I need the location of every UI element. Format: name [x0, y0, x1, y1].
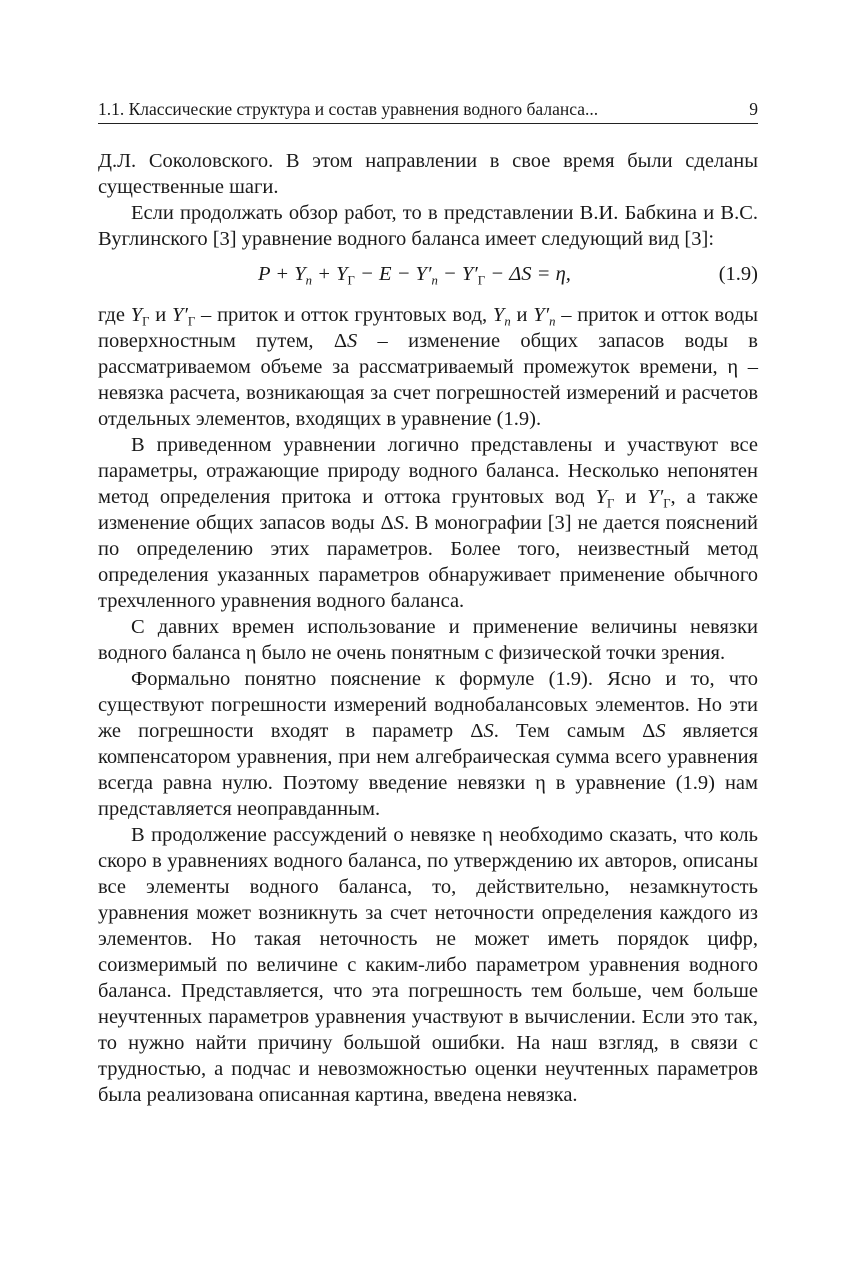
paragraph-2: Если продолжать обзор работ, то в представлении В.И. Бабкина и В.С. Вуглинского [3] уравнение водного баланса имеет следующий вид [3]: — [98, 202, 758, 250]
paragraph-5: С давних времен использование и применение величины невязки водного баланса η было не очень понятным с физической точки зрения. — [98, 616, 758, 664]
paragraph-7: В продолжение рассуждений о невязке η необходимо сказать, что коль скоро в уравнениях водного баланса, по утверждению их авторов, описаны все элементы водного баланса, то, действительно, незамкнутость уравнения может возникнуть за счет неточности определения каждого из элементов. Но такая неточность не может иметь порядок цифр, соизмеримый по величине с каким-либо параметром уравнения водного баланса. Представляется, что эта погрешность тем больше, чем больше неучтенных параметров уравнения участвуют в вычислении. Если это так, то нужно найти причину большой ошибки. На наш взгляд, в связи с трудностью, а подчас и невозможностью оценки неучтенных параметров была реализована описанная картина, введена невязка. — [98, 824, 758, 1106]
running-header — [98, 98, 758, 124]
equation-number: (1.9) — [718, 263, 758, 285]
body-text — [98, 148, 758, 1108]
paragraph-1: Д.Л. Соколовского. В этом направлении в свое время были сделаны существенные шаги. — [98, 150, 758, 198]
paragraph-6: Формально понятно пояснение к формуле (1.9). Ясно и то, что существуют погрешности измерений воднобалансовых элементов. Но эти же погрешности входят в параметр ΔS. Тем самым ΔS является компенсатором уравнения, при нем алгебраическая сумма всего уравнения всегда равна нулю. Поэтому введение невязки η в уравнение (1.9) нам представляется неоправданным. — [98, 668, 758, 820]
equation-1-9 — [98, 256, 758, 292]
equation-expression: $P + Y_п + Y_Г - E - Y'_п - Y'_Г - \Delta S = \eta$, — [258, 263, 571, 288]
paragraph-3: где $Y_Г$ и $Y'_Г$ – приток и отток грунтовых вод, $Y_п$ и $Y'_п$ – приток и отток воды поверхностным путем, ΔS – изменение общих запасов воды в рассматриваемом объеме за рассматриваемый промежуток времени, η – невязка расчета, возникающая за счет погрешностей измерений и расчетов отдельных элементов, входящих в уравнение (1.9). — [98, 304, 758, 430]
paragraph-4: В приведенном уравнении логично представлены и участвуют все параметры, отражающие природу водного баланса. Несколько непонятен метод определения притока и оттока грунтовых вод $Y_Г$ и $Y'_Г$, а также изменение общих запасов воды ΔS. В монографии [3] не дается пояснений по определению этих параметров. Более того, неизвестный метод определения указанных параметров обнаруживает применение обычного трехчленного уравнения водного баланса. — [98, 434, 758, 612]
running-title: 1.1. Классические структура и состав уравнения водного баланса... — [98, 99, 599, 119]
page-number: 9 — [749, 99, 758, 119]
